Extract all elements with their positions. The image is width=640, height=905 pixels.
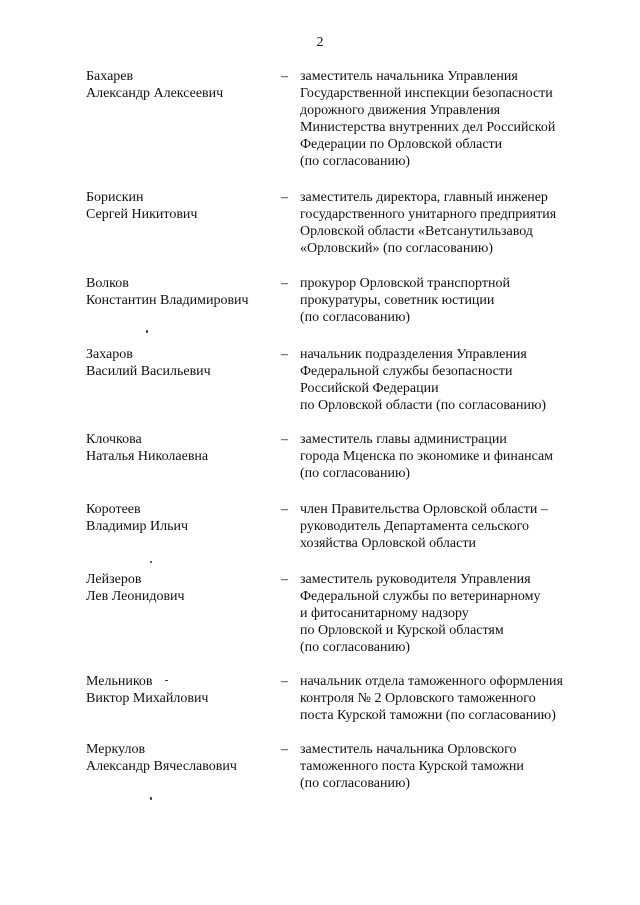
person-surname: Борискин <box>86 190 144 205</box>
person-name <box>86 431 281 465</box>
page-number: 2 <box>316 35 324 50</box>
person-surname: Захаров <box>86 347 133 362</box>
dash-separator: – <box>281 276 288 291</box>
person-surname: Меркулов <box>86 742 146 757</box>
person-position: заместитель начальника Управления Государственной инспекции безопасности дорожного движения Управления Министерства внутренних дел Российской Федерации по Орловской области (по согласованию) <box>300 69 556 169</box>
person-name <box>86 189 281 223</box>
person-surname: Коротеев <box>86 502 141 517</box>
dash-separator: – <box>281 347 288 362</box>
person-position: заместитель руководителя Управления Федеральной службы по ветеринарному и фитосанитарному надзору по Орловской и Курской областям (по согласованию) <box>300 572 541 655</box>
dash-separator: – <box>281 742 288 757</box>
person-given-names: Василий Васильевич <box>86 364 211 379</box>
scan-speck <box>150 797 152 800</box>
person-given-names: Константин Владимирович <box>86 293 249 308</box>
person-given-names: Лев Леонидович <box>86 589 185 604</box>
person-given-names: Наталья Николаевна <box>86 449 209 464</box>
person-position: прокурор Орловской транспортной прокуратуры, советник юстиции (по согласованию) <box>300 276 510 325</box>
person-position: заместитель начальника Орловского таможенного поста Курской таможни (по согласованию) <box>300 742 524 791</box>
person-surname: Лейзеров <box>86 572 142 587</box>
person-position: начальник отдела таможенного оформления контроля № 2 Орловского таможенного поста Курской таможни (по согласованию) <box>300 674 563 723</box>
person-given-names: Сергей Никитович <box>86 207 198 222</box>
dash-separator: – <box>281 572 288 587</box>
person-surname: Клочкова <box>86 432 142 447</box>
person-given-names: Владимир Ильич <box>86 519 189 534</box>
person-given-names: Виктор Михайлович <box>86 691 209 706</box>
person-given-names: Александр Алексеевич <box>86 86 224 101</box>
scan-speck <box>165 680 168 681</box>
person-position: член Правительства Орловской области – руководитель Департамента сельского хозяйства Орловской области <box>300 502 548 551</box>
person-name <box>86 501 281 535</box>
dash-separator: – <box>281 502 288 517</box>
person-position: начальник подразделения Управления Федеральной службы безопасности Российской Федерации по Орловской области (по согласованию) <box>300 347 547 413</box>
person-surname: Волков <box>86 276 129 291</box>
person-name <box>86 275 281 309</box>
person-position: заместитель главы администрации города Мценска по экономике и финансам (по согласованию) <box>300 432 554 481</box>
person-name <box>86 571 281 605</box>
person-name <box>86 741 281 775</box>
dash-separator: – <box>281 432 288 447</box>
person-position: заместитель директора, главный инженер государственного унитарного предприятия Орловской области «Ветсанутильзавод «Орловский» (по согласованию) <box>300 190 557 256</box>
person-name <box>86 68 281 102</box>
dash-separator: – <box>281 69 288 84</box>
person-name <box>86 673 281 707</box>
dash-separator: – <box>281 674 288 689</box>
scan-speck <box>150 561 152 563</box>
person-surname: Мельников <box>86 674 153 689</box>
person-given-names: Александр Вячеславович <box>86 759 237 774</box>
person-surname: Бахарев <box>86 69 134 84</box>
person-name <box>86 346 281 380</box>
scan-speck <box>146 330 148 333</box>
dash-separator: – <box>281 190 288 205</box>
